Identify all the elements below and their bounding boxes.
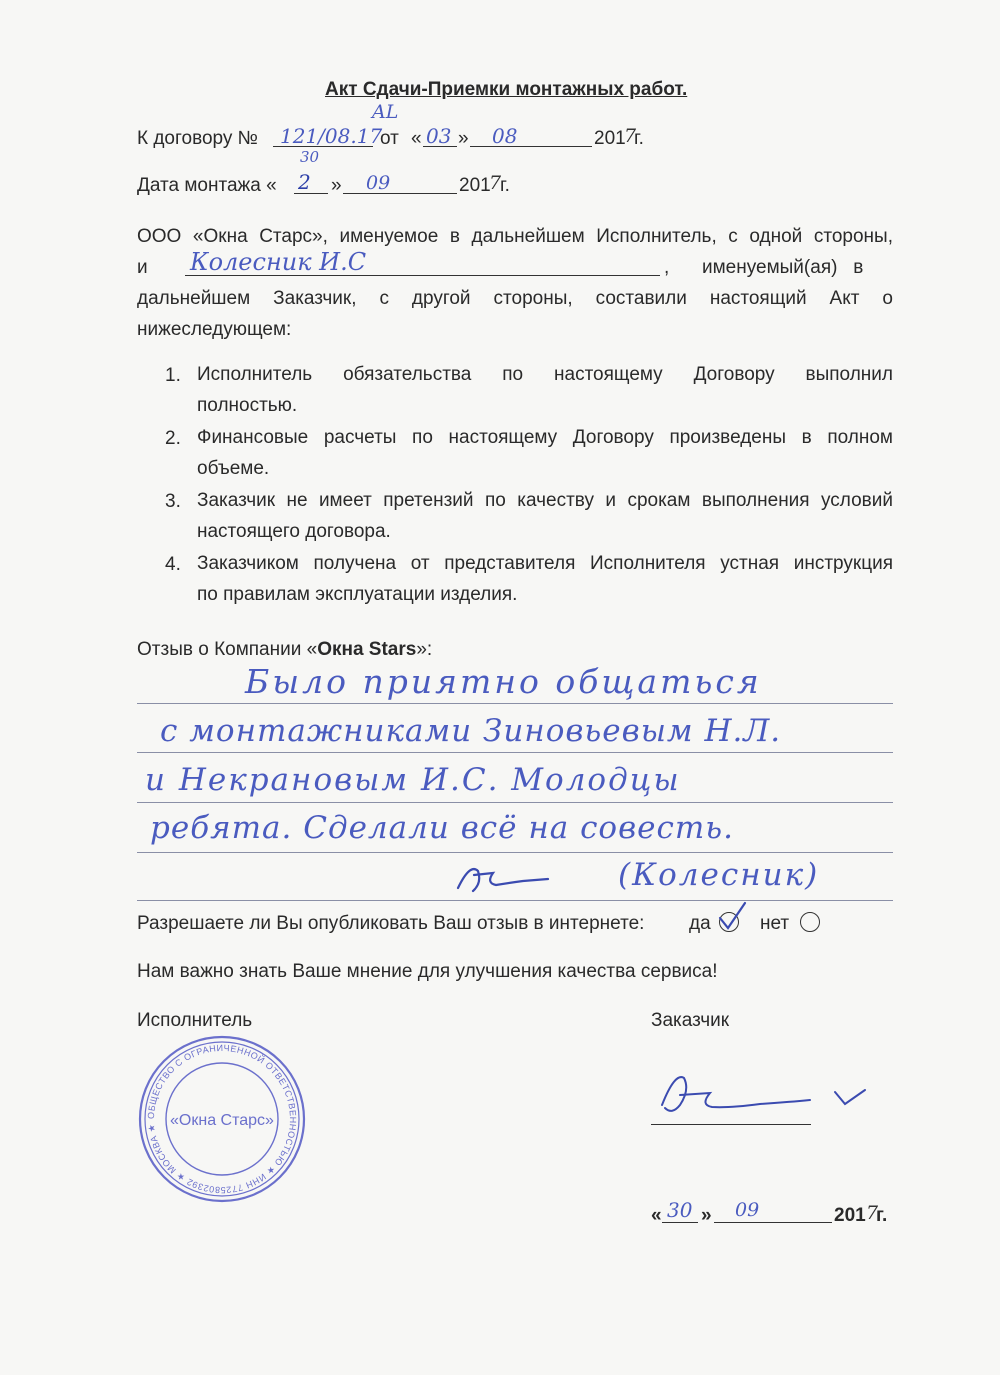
contract-month: 08 xyxy=(492,124,518,148)
contract-year-prefix: 201 xyxy=(594,128,626,149)
publish-yes-radio[interactable] xyxy=(719,912,739,932)
publish-no-label: нет xyxy=(760,913,790,934)
contract-prefix: К договору № xyxy=(137,128,259,149)
review-label xyxy=(137,640,432,659)
contract-day: 03 xyxy=(426,124,452,148)
sign-date-year-prefix: 201 xyxy=(834,1205,866,1226)
list-item-line-1: Заказчик не имеет претензий по качеству и срокам выполнения условий xyxy=(197,490,893,511)
install-date-close-quote: » xyxy=(331,175,342,196)
customer-label: Заказчик xyxy=(651,1010,730,1031)
customer-name: Колесник И.С xyxy=(190,248,367,276)
sign-date-day: 30 xyxy=(667,1198,693,1222)
document-title: Акт Сдачи-Приемки монтажных работ. xyxy=(325,79,688,100)
contract-close-quote: » xyxy=(458,128,469,149)
contract-number-mark: AL xyxy=(372,101,399,123)
list-item-number: 1. xyxy=(165,365,181,386)
list-item-line-2: настоящего договора. xyxy=(197,521,391,542)
parties-named-label: именуемый(ая) в xyxy=(702,257,864,278)
svg-text:«Окна Старс»: «Окна Старс» xyxy=(170,1112,274,1129)
review-company: Окна Stars xyxy=(317,639,417,660)
list-item-line-1: Исполнитель обязательства по настоящему Договору выполнил xyxy=(197,364,893,385)
company-stamp xyxy=(136,1033,308,1205)
review-handwritten-line-3: и Некрановым И.С. Молодцы xyxy=(145,762,681,798)
list-item-number: 4. xyxy=(165,554,181,575)
parties-line-1: ООО «Окна Старс», именуемое в дальнейшем Исполнитель, с одной стороны, xyxy=(137,226,893,247)
customer-signature xyxy=(650,1060,880,1140)
sign-date-open-quote: « xyxy=(651,1205,662,1226)
review-label-suffix: »: xyxy=(416,639,433,660)
contract-from-label: от xyxy=(380,128,399,149)
review-handwritten-line-2: с монтажниками Зиновьевым Н.Л. xyxy=(160,713,782,749)
list-item-line-2: полностью. xyxy=(197,395,298,416)
parties-comma: , xyxy=(664,257,670,278)
list-item-number: 3. xyxy=(165,491,181,512)
install-date-year-digit: 7 xyxy=(489,172,502,194)
install-date-year-suffix: г. xyxy=(500,175,510,196)
sign-date-month: 09 xyxy=(735,1199,760,1221)
list-item-line-2: по правилам эксплуатации изделия. xyxy=(197,584,518,605)
svg-text:ОБЩЕСТВО С ОГРАНИЧЕННОЙ ОТВЕТС: ОБЩЕСТВО С ОГРАНИЧЕННОЙ ОТВЕТСТВЕННОСТЬЮ ★ ИНН 7725802392 ★ МОСКВА ★ xyxy=(145,1042,299,1196)
review-signature xyxy=(448,853,558,903)
sign-date-year-digit: 7 xyxy=(866,1202,879,1224)
feedback-note: Нам важно знать Ваше мнение для улучшения качества сервиса! xyxy=(137,961,718,982)
review-label-prefix: Отзыв о Компании « xyxy=(137,639,318,660)
list-item-line-2: объеме. xyxy=(197,458,270,479)
contract-year-digit: 7 xyxy=(624,125,637,147)
review-handwritten-line-4: ребята. Сделали всё на совесть. xyxy=(150,810,734,846)
install-date-label: Дата монтажа « xyxy=(137,175,277,196)
contract-open-quote: « xyxy=(411,128,422,149)
publish-yes-label: да xyxy=(689,913,711,934)
publish-no-radio[interactable] xyxy=(800,912,820,932)
contract-number: 121/08.17 xyxy=(280,124,383,148)
contract-year-suffix: г. xyxy=(634,128,644,149)
parties-line-4: нижеследующем: xyxy=(137,319,292,340)
list-item-line-1: Заказчиком получена от представителя Исполнителя устная инструкция xyxy=(197,553,893,574)
parties-and-label: и xyxy=(137,257,148,278)
sign-date-year-suffix: г. xyxy=(876,1205,888,1226)
install-date-day: 2 xyxy=(298,170,311,194)
install-date-day-correction: 30 xyxy=(300,148,320,166)
executor-label: Исполнитель xyxy=(137,1010,253,1031)
publish-question: Разрешаете ли Вы опубликовать Ваш отзыв в интернете: xyxy=(137,913,645,934)
checkmark-icon xyxy=(715,900,749,934)
list-item-line-1: Финансовые расчеты по настоящему Договору произведены в полном xyxy=(197,427,893,448)
review-handwritten-line-1: Было приятно общаться xyxy=(245,662,762,701)
sign-date-close-quote: » xyxy=(701,1205,712,1226)
list-item-number: 2. xyxy=(165,428,181,449)
install-date-year-prefix: 201 xyxy=(459,175,491,196)
parties-line-3: дальнейшем Заказчик, с другой стороны, составили настоящий Акт о xyxy=(137,288,893,309)
install-date-month: 09 xyxy=(366,172,391,194)
review-handwritten-line-5: (Колесник) xyxy=(618,857,820,893)
